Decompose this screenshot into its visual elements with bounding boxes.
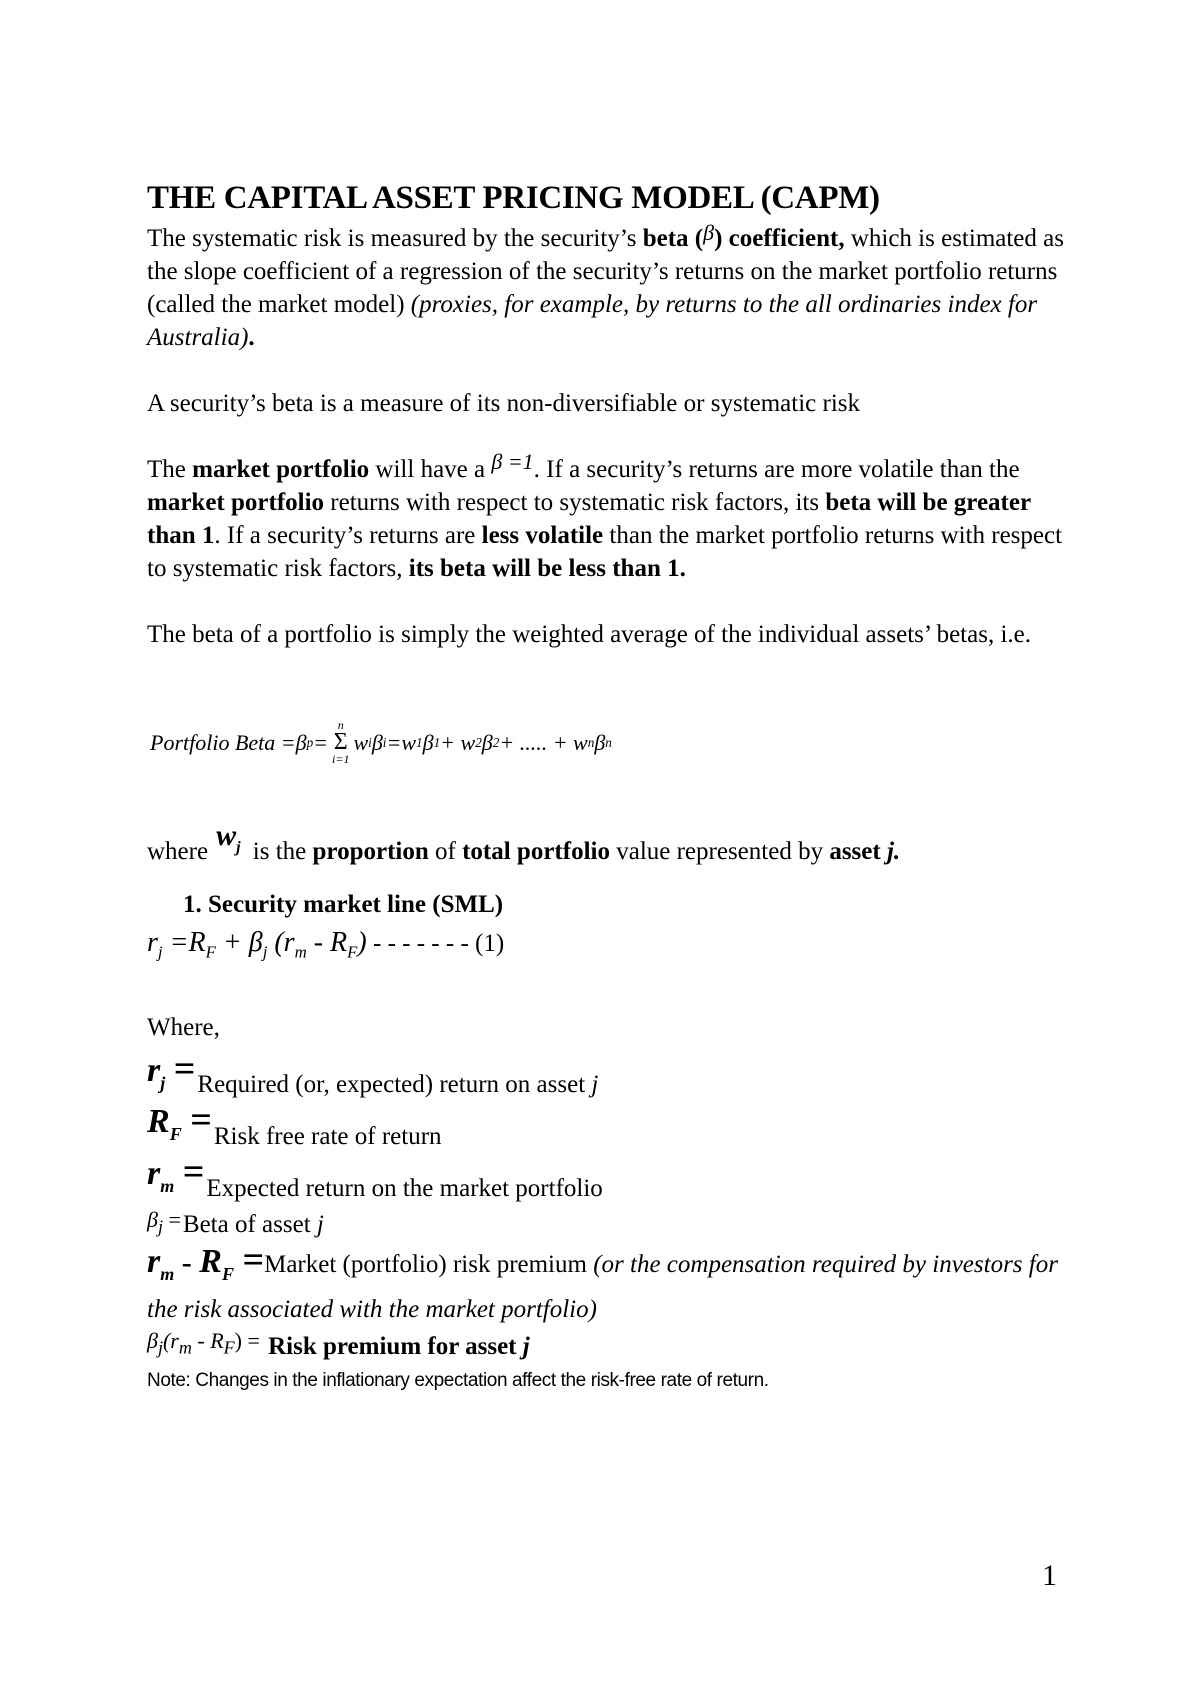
w-sub: j [236, 839, 241, 856]
def-rf-letter: R [147, 1103, 170, 1141]
def-ap-rm-sub: m [178, 1337, 192, 1358]
intro-text-2: which is estimated as the slope coefficient of a regression of the security’s returns on the market portfolio returns (called the market model) [147, 225, 1064, 318]
sum-lower: i=1 [332, 752, 350, 766]
def-prem-rm-sub: m [160, 1264, 175, 1285]
p3-bold-3: beta will be greater than 1 [147, 489, 1031, 549]
portfolio-beta-paragraph: The beta of a portfolio is simply the weighted average of the individual assets’ betas, i.e. [147, 621, 1031, 648]
def-text-rj [197, 1068, 598, 1101]
p3-text-4: returns with respect to systematic risk factors, its [324, 489, 826, 516]
sml-rf: =R [162, 927, 206, 958]
formula-beta-1: β [422, 729, 434, 755]
sml-beta: + β [215, 927, 263, 958]
sml-heading-bold: Security market line [201, 891, 427, 918]
def-text-beta [183, 1208, 324, 1241]
formula-beta-sub-n: n [605, 734, 612, 750]
def-sym-premium: $r_m - R_F$ = [147, 1239, 265, 1285]
weight-definition [147, 819, 1082, 878]
def-rm-sub: m [160, 1175, 175, 1196]
intro-italic: (proxies, for example, by returns to the all ordinaries index for Australia) [147, 291, 1038, 351]
def-ap-italic: j [522, 1332, 530, 1360]
wd-text-2: of [428, 838, 463, 865]
def-sym-rj: $r_j$ = [147, 1047, 196, 1093]
beta-definition-paragraph: A security’s beta is a measure of its non-diversifiable or systematic risk [147, 390, 861, 417]
formula-lhs: Portfolio Beta =β [150, 729, 307, 755]
def-rm-letter: r [147, 1155, 161, 1193]
p3-text-5: . If a security’s returns are [214, 522, 482, 549]
def-text-asset-premium [262, 1330, 530, 1363]
wd-bold-asset: asset [829, 838, 887, 865]
wd-bold-j: j. [886, 838, 901, 865]
sml-rf-sub: F [205, 942, 216, 962]
p3-text-6: than the market portfolio returns with respect to systematic risk factors, [147, 522, 1063, 582]
formula-beta: β [371, 729, 383, 755]
def-ap-text: Risk premium for asset [261, 1332, 523, 1360]
def-rj-text: Required (or, expected) return on asset [197, 1071, 592, 1099]
p3-text-2: will have a [369, 456, 492, 483]
wd-text-3: value represented by [609, 838, 830, 865]
p3-text-3: . If a security’s returns are more volatile than the [533, 456, 1020, 483]
p3-text-1: The [147, 456, 193, 483]
p3-bold-2: market portfolio [147, 489, 325, 516]
formula-beta-n: β [594, 729, 606, 755]
p3-bold-5: its beta will be less than 1. [408, 555, 686, 582]
formula-sub-1: 1 [416, 734, 423, 750]
wd-bold-proportion: proportion [312, 838, 429, 865]
page-title: THE CAPITAL ASSET PRICING MODEL (CAPM) [147, 180, 880, 216]
sml-beta-sub: j [262, 942, 268, 962]
sum-upper: n [337, 718, 344, 732]
sml-rm: (r [267, 927, 295, 958]
formula-plus-w2: + w [440, 729, 476, 755]
intro-period: . [248, 324, 255, 351]
sml-r: r [147, 927, 158, 958]
def-prem-minus: - [174, 1246, 200, 1280]
intro-beta-word: beta ( [642, 225, 704, 252]
definition-rf [147, 1101, 1082, 1153]
formula-eq: = [313, 729, 329, 755]
definition-rm [147, 1153, 1082, 1205]
def-ap-rf: - R [191, 1328, 224, 1354]
def-ap-eq: ) = [234, 1328, 260, 1354]
def-prem-rm: r [147, 1243, 161, 1281]
def-rf-sub: F [169, 1124, 182, 1145]
beta-equals-one: β =1 [491, 449, 534, 474]
formula-beta-sub-2: 2 [492, 734, 500, 750]
def-beta-text: Beta of asset [182, 1211, 317, 1239]
p3-bold-4: less volatile [481, 522, 604, 549]
definition-asset-premium [147, 1326, 1082, 1362]
def-prem-rf: R [199, 1243, 222, 1281]
definition-rj [147, 1047, 1082, 1102]
intro-paragraph [147, 222, 1082, 354]
definition-market-premium [147, 1241, 1082, 1326]
where-label: Where, [147, 1013, 220, 1041]
w-letter: w [216, 819, 237, 852]
def-beta-italic: j [316, 1211, 324, 1239]
definition-beta [147, 1205, 1082, 1241]
sml-heading [183, 888, 1082, 921]
sml-r-sub: j [157, 942, 163, 962]
def-ap-beta-sub: j [157, 1337, 163, 1358]
where-word: where [147, 838, 209, 865]
p3-bold-1: market portfolio [192, 456, 370, 483]
def-text-rm: Expected return on the market portfolio [206, 1174, 603, 1202]
sml-rf2-sub: F [347, 942, 358, 962]
beta-symbol: β [703, 220, 715, 245]
def-beta-sub: j [157, 1216, 163, 1237]
sml-equation-number: - - - - - - - (1) [366, 930, 505, 957]
inflation-note: Note: Changes in the inflationary expectation affect the risk-free rate of return. [147, 1369, 769, 1391]
formula-sub-n: n [587, 734, 595, 750]
formula-w-sub: i [368, 734, 372, 750]
sigma-symbol: Σ [333, 729, 348, 755]
formula-rhs-w1: =w [386, 729, 416, 755]
def-rj-sub: j [160, 1072, 166, 1093]
sml-close: ) [357, 927, 367, 958]
page-number: 1 [1042, 1559, 1057, 1592]
summation [332, 719, 349, 765]
sml-number: 1. [183, 891, 202, 918]
intro-beta-close: ) coefficient, [714, 225, 845, 252]
formula-lhs-sub: p [306, 734, 314, 750]
intro-text-1: The systematic risk is measured by the security’s [147, 225, 643, 252]
portfolio-beta-formula [150, 719, 1082, 765]
def-prem-italic: (or the compensation required by investors for the risk associated with the market portfolio) [147, 1251, 1058, 1324]
def-sym-rf: $R_F$ = [147, 1099, 212, 1145]
sml-rm-sub: m [294, 942, 307, 962]
def-prem-text: Market (portfolio) risk premium [264, 1251, 594, 1279]
wd-bold-total: total portfolio [462, 838, 610, 865]
sml-heading-plain: (SML) [426, 891, 504, 918]
def-sym-beta: $\beta_j$ = [147, 1206, 181, 1237]
sml-minus-rf: - R [306, 927, 348, 958]
def-ap-beta: β [147, 1328, 158, 1354]
def-ap-rf-sub: F [223, 1337, 235, 1358]
def-prem-rf-sub: F [221, 1264, 234, 1285]
sml-equation [147, 923, 1082, 973]
def-sym-rm: $r_m$ = [147, 1151, 205, 1196]
def-beta-letter: β [147, 1206, 158, 1232]
w-j-symbol [216, 819, 240, 864]
formula-dots-wn: + ..... + w [499, 729, 588, 755]
def-ap-rm: (r [162, 1328, 179, 1354]
formula-beta-sub-1: 1 [433, 734, 441, 750]
def-sym-asset-premium [147, 1326, 260, 1362]
formula-sub-2: 2 [475, 734, 482, 750]
def-rj-letter: r [147, 1051, 161, 1089]
def-text-rf: Risk free rate of return [213, 1123, 442, 1151]
formula-beta-sub: i [382, 734, 387, 750]
page-content [147, 178, 1082, 1393]
def-rj-italic: j [591, 1071, 599, 1099]
formula-beta-2: β [481, 729, 493, 755]
formula-w: w [353, 729, 369, 755]
market-portfolio-paragraph [147, 449, 1082, 585]
wd-text-1: is the [246, 838, 313, 865]
